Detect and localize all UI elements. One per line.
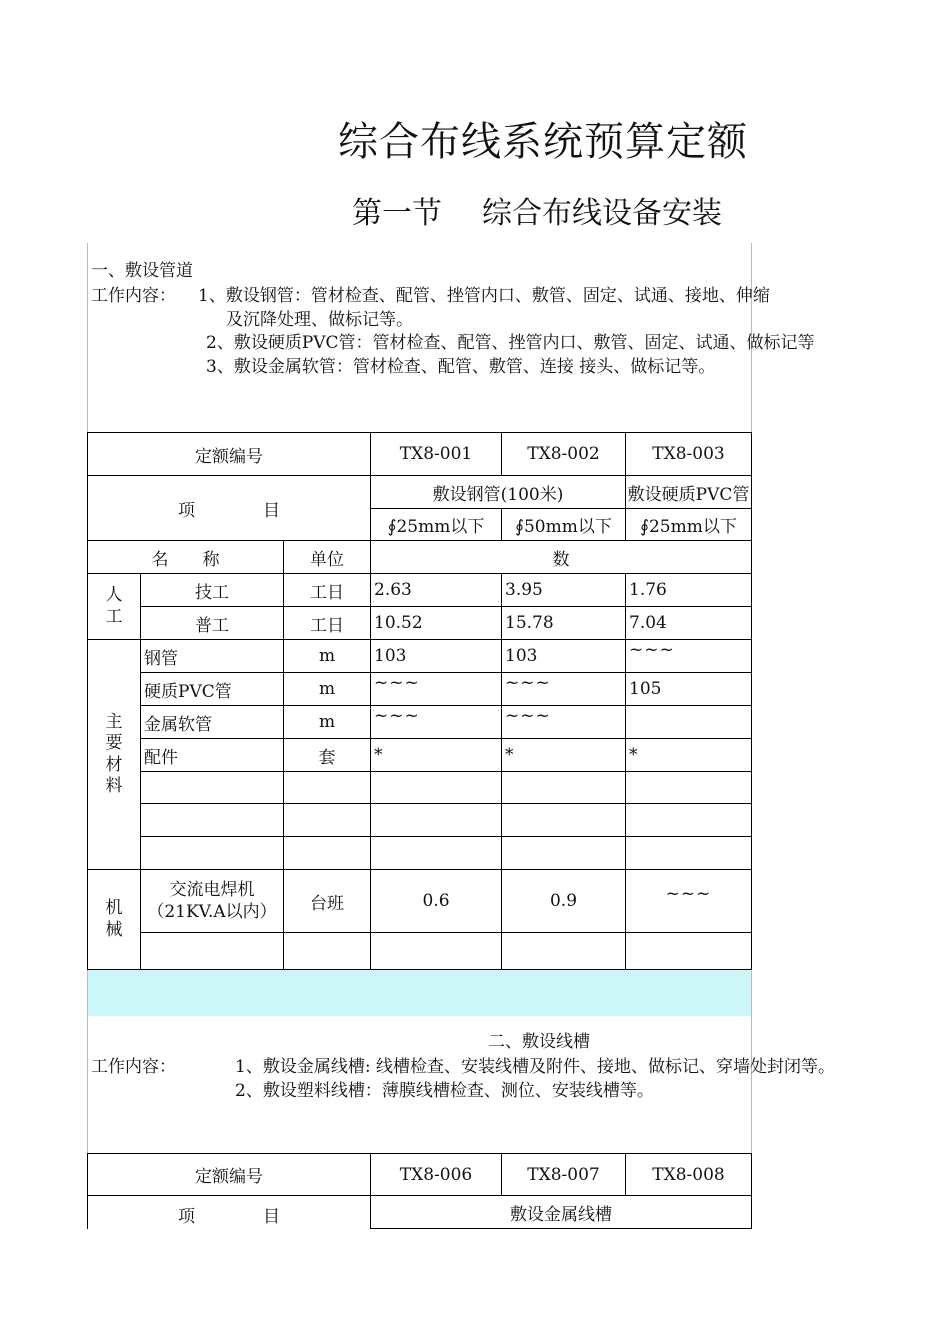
empty-cell	[284, 837, 371, 870]
part1-item1: 1、敷设钢管：管材检查、配管、挫管内口、敷管、固定、试通、接地、伸缩	[198, 286, 770, 306]
machine-value: 0.6	[371, 870, 502, 933]
labor-value: 1.76	[626, 574, 752, 607]
material-value: 105	[626, 673, 752, 706]
material-value: ~~~	[371, 673, 502, 706]
empty-cell	[141, 933, 284, 970]
material-name: 硬质PVC管	[141, 673, 284, 706]
quota-table-2	[87, 1153, 752, 1229]
labor-value: 7.04	[626, 607, 752, 640]
part1-item2: 2、敷设硬质PVC管：管材检查、配管、挫管内口、敷管、固定、试通、做标记等	[206, 333, 815, 353]
empty-cell	[502, 933, 626, 970]
material-unit: m	[284, 706, 371, 739]
quota-code: TX8-001	[371, 433, 502, 476]
labor-name: 普工	[141, 607, 284, 640]
empty-cell	[141, 804, 284, 837]
empty-cell	[626, 772, 752, 804]
labor-label-text: 人工	[105, 585, 123, 627]
part2-work-label: 工作内容：	[91, 1057, 176, 1077]
material-value: *	[502, 739, 626, 772]
labor-label	[88, 574, 141, 640]
part1-item1-cont: 及沉降处理、做标记等。	[226, 310, 413, 330]
machine-name-line2: （21KV.A以内）	[147, 902, 277, 922]
page-title: 综合布线系统预算定额	[338, 119, 748, 165]
name-label: 名 称	[88, 541, 284, 574]
code-label: 定额编号	[88, 433, 371, 476]
empty-cell	[626, 837, 752, 870]
code-label: 定额编号	[88, 1154, 371, 1196]
part2-item1: 1、敷设金属线槽: 线槽检查、安装线槽及附件、接地、做标记、穿墙处封闭等。	[235, 1057, 835, 1077]
material-value: ~~~	[371, 706, 502, 739]
part1-heading: 一、敷设管道	[91, 261, 193, 281]
quota-code: TX8-002	[502, 433, 626, 476]
item-label: 项 目	[88, 1196, 371, 1229]
material-unit: 套	[284, 739, 371, 772]
material-value: ~~~	[502, 673, 626, 706]
highlight-band	[88, 970, 751, 1016]
empty-cell	[141, 772, 284, 804]
labor-value: 15.78	[502, 607, 626, 640]
empty-cell	[371, 837, 502, 870]
machine-name	[141, 870, 284, 933]
part2-heading: 二、敷设线槽	[488, 1032, 590, 1052]
labor-unit: 工日	[284, 574, 371, 607]
empty-cell	[626, 933, 752, 970]
material-value: *	[626, 739, 752, 772]
part1-item3: 3、敷设金属软管：管材检查、配管、敷管、连接 接头、做标记等。	[206, 357, 716, 377]
spec: ∮25mm以下	[626, 509, 752, 541]
quota-code: TX8-003	[626, 433, 752, 476]
quota-code: TX8-008	[626, 1154, 752, 1196]
empty-cell	[284, 804, 371, 837]
empty-cell	[502, 804, 626, 837]
empty-cell	[371, 804, 502, 837]
material-name: 金属软管	[141, 706, 284, 739]
machine-name-line1: 交流电焊机	[169, 879, 255, 900]
empty-cell	[371, 772, 502, 804]
machine-label	[88, 870, 141, 970]
spec: ∮25mm以下	[371, 509, 502, 541]
group-metal-trunking: 敷设金属线槽	[371, 1196, 752, 1229]
section-title: 综合布线设备安装	[482, 196, 722, 231]
material-name: 钢管	[141, 640, 284, 673]
item-label: 项 目	[88, 476, 371, 541]
section-number: 第一节	[352, 196, 442, 231]
quota-code: TX8-006	[371, 1154, 502, 1196]
labor-name: 技工	[141, 574, 284, 607]
labor-value: 2.63	[371, 574, 502, 607]
group-pvc-pipe: 敷设硬质PVC管	[626, 476, 752, 509]
material-value: 103	[371, 640, 502, 673]
machine-unit: 台班	[284, 870, 371, 933]
quota-table-1	[87, 432, 752, 970]
material-label	[88, 640, 141, 870]
empty-cell	[284, 933, 371, 970]
empty-cell	[141, 837, 284, 870]
machine-value: 0.9	[502, 870, 626, 933]
material-unit: m	[284, 640, 371, 673]
empty-cell	[502, 837, 626, 870]
unit-label: 单位	[284, 541, 371, 574]
part1-work-label: 工作内容：	[91, 286, 176, 306]
empty-cell	[284, 772, 371, 804]
group-steel-pipe: 敷设钢管(100米)	[371, 476, 626, 509]
material-value: ~~~	[626, 640, 752, 673]
quantity-label: 数	[371, 541, 752, 574]
labor-value: 3.95	[502, 574, 626, 607]
material-value: *	[371, 739, 502, 772]
material-value: ~~~	[502, 706, 626, 739]
part2-item2: 2、敷设塑料线槽：薄膜线槽检查、测位、安装线槽等。	[235, 1081, 654, 1101]
quota-code: TX8-007	[502, 1154, 626, 1196]
material-value: 103	[502, 640, 626, 673]
empty-cell	[502, 772, 626, 804]
labor-unit: 工日	[284, 607, 371, 640]
empty-cell	[371, 933, 502, 970]
labor-value: 10.52	[371, 607, 502, 640]
spec: ∮50mm以下	[502, 509, 626, 541]
material-unit: m	[284, 673, 371, 706]
material-label-text: 主要材料	[105, 712, 123, 796]
machine-label-text: 机械	[105, 898, 123, 940]
machine-value: ~~~	[626, 870, 752, 933]
material-value	[626, 706, 752, 739]
material-name: 配件	[141, 739, 284, 772]
empty-cell	[626, 804, 752, 837]
